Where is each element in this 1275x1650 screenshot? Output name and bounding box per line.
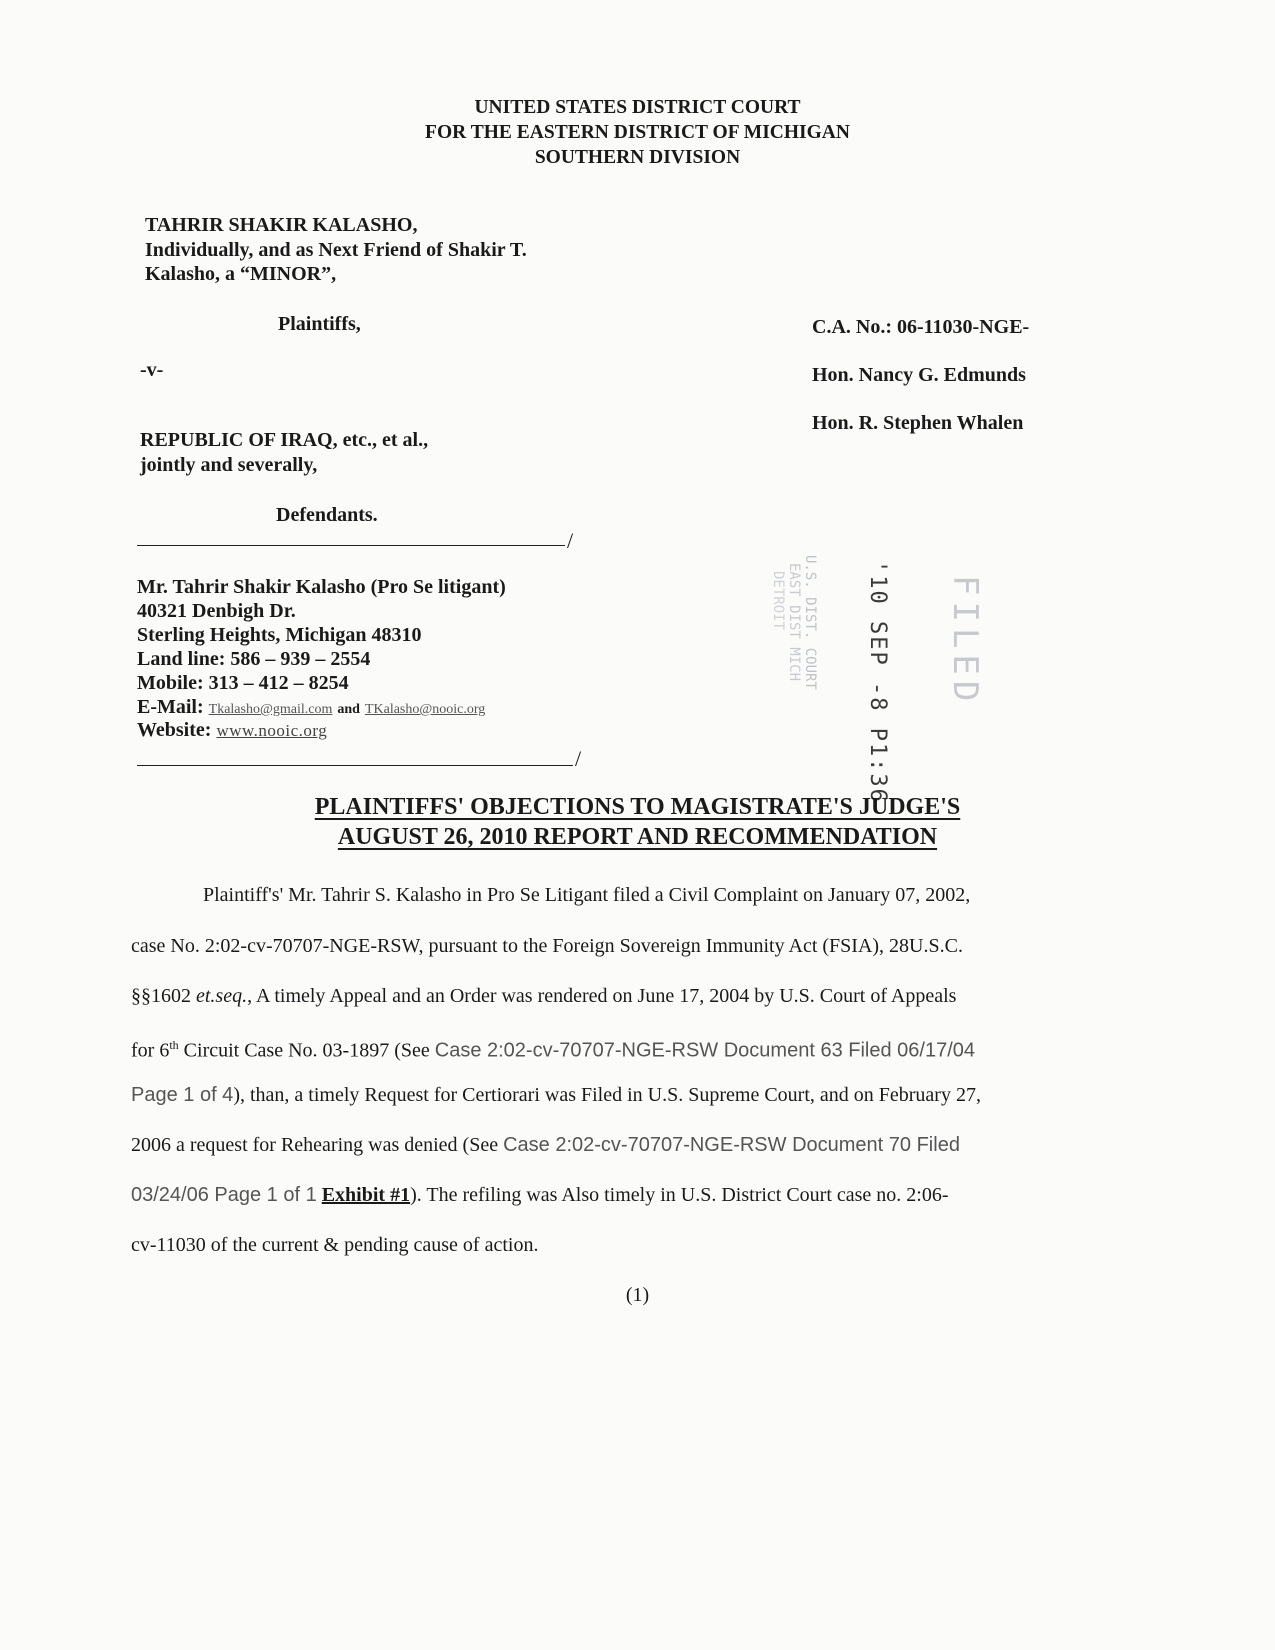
caption-divider bbox=[137, 545, 565, 546]
et-seq: et.seq. bbox=[196, 985, 248, 1007]
body-line-8: cv-11030 of the current & pending cause of action. bbox=[131, 1234, 539, 1256]
contact-website-row bbox=[137, 718, 327, 744]
plaintiffs-label: Plaintiffs, bbox=[278, 313, 361, 335]
versus-label: -v- bbox=[140, 359, 164, 381]
title-text-2: AUGUST 26, 2010 REPORT AND RECOMMENDATION bbox=[337, 824, 938, 850]
email-link-gmail[interactable]: Tkalasho@gmail.com bbox=[208, 702, 333, 717]
court-division: SOUTHERN DIVISION bbox=[534, 147, 741, 168]
page-number: (1) bbox=[625, 1284, 650, 1306]
body-line-6 bbox=[131, 1132, 960, 1158]
ordinal-suffix: th bbox=[169, 1038, 179, 1052]
contact-name: Mr. Tahrir Shakir Kalasho (Pro Se litigant) bbox=[137, 576, 506, 598]
exhibit-1-link[interactable]: Exhibit #1 bbox=[321, 1184, 411, 1206]
defendant-liability: jointly and severally, bbox=[140, 454, 318, 476]
court-district: FOR THE EASTERN DISTRICT OF MICHIGAN bbox=[425, 122, 850, 143]
plaintiff-minor: Kalasho, a “MINOR”, bbox=[145, 263, 337, 285]
circuit-prefix: for 6 bbox=[131, 1039, 170, 1062]
body-line-1: Plaintiff's' Mr. Tahrir S. Kalasho in Pro Se Litigant filed a Civil Complaint on January 07, 2002, bbox=[203, 884, 971, 906]
contact-landline: Land line: 586 – 939 – 2554 bbox=[137, 648, 371, 670]
body-line-4 bbox=[131, 1032, 975, 1064]
body-line-7 bbox=[131, 1182, 949, 1208]
case-number: C.A. No.: 06-11030-NGE- bbox=[812, 316, 1030, 338]
docket-ref-63-page: Page 1 of 4 bbox=[131, 1084, 234, 1106]
docket-ref-70-page: 03/24/06 Page 1 of 1 bbox=[131, 1184, 317, 1206]
contact-divider-slash: / bbox=[575, 746, 582, 771]
body-line-5 bbox=[131, 1082, 981, 1108]
circuit-case: Circuit Case No. 03-1897 (See bbox=[178, 1039, 435, 1062]
stamp-date: '10 SEP -8 P1:36 bbox=[865, 560, 890, 804]
docket-ref-63: Case 2:02-cv-70707-NGE-RSW Document 63 Filed 06/17/04 bbox=[434, 1039, 976, 1062]
body-line-2: case No. 2:02-cv-70707-NGE-RSW, pursuant to the Foreign Sovereign Immunity Act (FSIA), 28U.S.C. bbox=[131, 935, 963, 957]
body-line-3 bbox=[131, 983, 956, 1009]
defendants-label: Defendants. bbox=[276, 504, 378, 526]
stamp-clerk-1: U.S. DIST. COURT bbox=[802, 555, 818, 690]
document-title-line1 bbox=[0, 792, 1275, 822]
filed-stamp bbox=[770, 555, 1020, 804]
title-text-1: PLAINTIFFS' OBJECTIONS TO MAGISTRATE'S JUDGE'S bbox=[314, 794, 961, 820]
body-line-7-rest: ). The refiling was Also timely in U.S. District Court case no. 2:06- bbox=[410, 1184, 949, 1206]
contact-street: 40321 Denbigh Dr. bbox=[137, 600, 296, 622]
stamp-clerk-3: DETROIT bbox=[770, 571, 786, 631]
contact-mobile: Mobile: 313 – 412 – 8254 bbox=[137, 672, 349, 694]
plaintiff-name: TAHRIR SHAKIR KALASHO, bbox=[145, 214, 418, 236]
document-title-line2 bbox=[0, 822, 1275, 852]
rehearing-text: 2006 a request for Rehearing was denied (See bbox=[131, 1134, 504, 1156]
stamp-filed: FILED bbox=[945, 575, 985, 708]
judge-edmunds: Hon. Nancy G. Edmunds bbox=[812, 364, 1026, 386]
body-line-3-rest: , A timely Appeal and an Order was rendered on June 17, 2004 by U.S. Court of Appeals bbox=[247, 985, 957, 1007]
email-and: and bbox=[337, 702, 360, 717]
body-line-5-rest: ), than, a timely Request for Certiorari was Filed in U.S. Supreme Court, and on February 27, bbox=[233, 1084, 981, 1106]
docket-ref-70: Case 2:02-cv-70707-NGE-RSW Document 70 Filed bbox=[503, 1134, 960, 1156]
contact-divider bbox=[137, 765, 573, 766]
judge-whalen: Hon. R. Stephen Whalen bbox=[812, 412, 1024, 434]
section-symbol: §§1602 bbox=[131, 985, 196, 1007]
plaintiff-capacity: Individually, and as Next Friend of Shakir T. bbox=[145, 239, 527, 261]
email-label: E-Mail: bbox=[137, 696, 204, 718]
court-name: UNITED STATES DISTRICT COURT bbox=[474, 97, 801, 118]
contact-city: Sterling Heights, Michigan 48310 bbox=[137, 624, 422, 646]
website-link[interactable]: www.nooic.org bbox=[216, 721, 328, 740]
caption-divider-slash: / bbox=[567, 528, 574, 553]
defendant-name: REPUBLIC OF IRAQ, etc., et al., bbox=[140, 429, 429, 451]
email-link-nooic[interactable]: TKalasho@nooic.org bbox=[364, 702, 486, 717]
website-label: Website: bbox=[137, 719, 212, 741]
stamp-clerk-2: EAST DIST MICH bbox=[786, 563, 802, 682]
